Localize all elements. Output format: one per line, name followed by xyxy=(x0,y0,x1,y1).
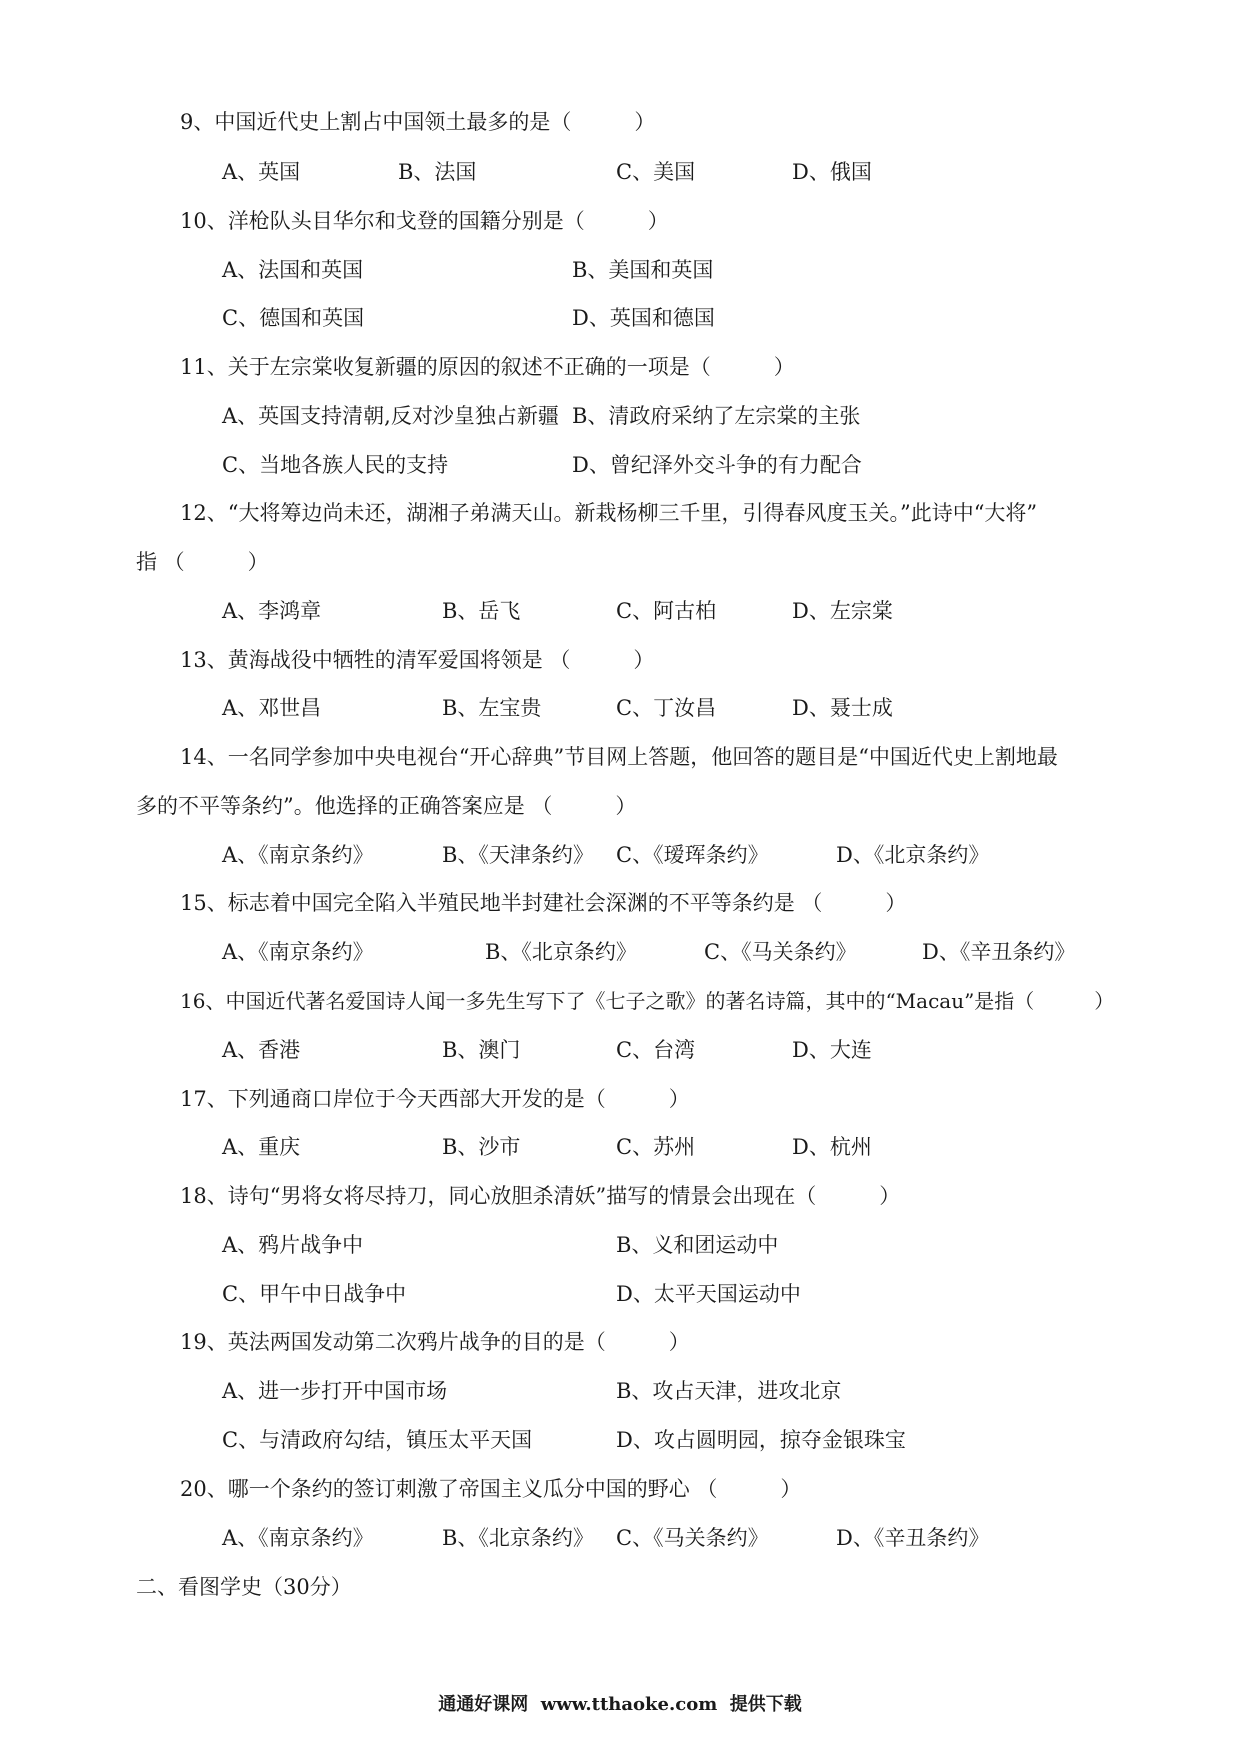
option: B、《北京条约》 xyxy=(485,940,637,964)
option: A、香港 xyxy=(222,1038,301,1062)
question-stem: 18、诗句“男将女将尽持刀，同心放胆杀清妖”描写的情景会出现在（ ） xyxy=(180,1184,901,1208)
option: A、英国支持清朝,反对沙皇独占新疆 xyxy=(222,404,559,428)
option: B、义和团运动中 xyxy=(616,1233,779,1257)
question-stem-continued: 多的不平等条约”。他选择的正确答案应是 （ ） xyxy=(136,794,637,818)
option: A、邓世昌 xyxy=(222,696,322,720)
option: C、台湾 xyxy=(616,1038,696,1062)
option: B、清政府采纳了左宗棠的主张 xyxy=(572,404,861,428)
option: C、《瑷珲条约》 xyxy=(616,843,769,867)
option: D、左宗棠 xyxy=(792,599,893,623)
option: D、《辛丑条约》 xyxy=(836,1526,990,1550)
option: A、《南京条约》 xyxy=(222,1526,374,1550)
option: A、英国 xyxy=(222,160,301,184)
option: B、左宝贵 xyxy=(442,696,542,720)
option: A、重庆 xyxy=(222,1135,301,1159)
question-stem: 15、标志着中国完全陷入半殖民地半封建社会深渊的不平等条约是 （ ） xyxy=(180,891,907,915)
option: A、鸦片战争中 xyxy=(222,1233,364,1257)
option: A、进一步打开中国市场 xyxy=(222,1379,448,1403)
option: C、苏州 xyxy=(616,1135,696,1159)
option: B、岳飞 xyxy=(442,599,521,623)
option: A、《南京条约》 xyxy=(222,940,374,964)
question-stem: 11、关于左宗棠收复新疆的原因的叙述不正确的一项是（ ） xyxy=(180,355,795,379)
option: B、《天津条约》 xyxy=(442,843,594,867)
option: D、俄国 xyxy=(792,160,872,184)
option: C、当地各族人民的支持 xyxy=(222,453,449,477)
question-stem-continued: 指 （ ） xyxy=(136,550,269,574)
footer-download-note: 通通好课网 www.tthaoke.com 提供下载 xyxy=(438,1694,802,1715)
question-stem: 16、中国近代著名爱国诗人闻一多先生写下了《七子之歌》的著名诗篇，其中的“Macau”是指（ ） xyxy=(180,989,1115,1013)
option: D、太平天国运动中 xyxy=(616,1282,801,1306)
option: D、《北京条约》 xyxy=(836,843,990,867)
option: D、攻占圆明园，掠夺金银珠宝 xyxy=(616,1428,906,1452)
option: C、《马关条约》 xyxy=(616,1526,769,1550)
option: C、与清政府勾结，镇压太平天国 xyxy=(222,1428,533,1452)
option: C、德国和英国 xyxy=(222,306,365,330)
option: D、英国和德国 xyxy=(572,306,715,330)
question-stem: 14、一名同学参加中央电视台“开心辞典”节目网上答题，他回答的题目是“中国近代史上割地最 xyxy=(180,745,1058,769)
option: D、《辛丑条约》 xyxy=(922,940,1076,964)
section-title: 二、看图学史（30分） xyxy=(136,1575,352,1599)
option: C、甲午中日战争中 xyxy=(222,1282,407,1306)
option: D、杭州 xyxy=(792,1135,872,1159)
option: D、大连 xyxy=(792,1038,872,1062)
option: B、澳门 xyxy=(442,1038,521,1062)
option: A、李鸿章 xyxy=(222,599,322,623)
question-stem: 19、英法两国发动第二次鸦片战争的目的是（ ） xyxy=(180,1330,690,1354)
question-stem: 13、黄海战役中牺牲的清军爱国将领是 （ ） xyxy=(180,648,655,672)
option: C、阿古柏 xyxy=(616,599,717,623)
question-stem: 12、“大将筹边尚未还，湖湘子弟满天山。新栽杨柳三千里，引得春风度玉关。”此诗中“大将” xyxy=(180,501,1038,525)
question-stem: 17、下列通商口岸位于今天西部大开发的是（ ） xyxy=(180,1087,690,1111)
question-stem: 20、哪一个条约的签订刺激了帝国主义瓜分中国的野心 （ ） xyxy=(180,1477,802,1501)
option: B、沙市 xyxy=(442,1135,521,1159)
option: B、美国和英国 xyxy=(572,258,714,282)
option: B、《北京条约》 xyxy=(442,1526,594,1550)
question-stem: 9、中国近代史上割占中国领土最多的是（ ） xyxy=(180,110,656,134)
option: B、攻占天津，进攻北京 xyxy=(616,1379,842,1403)
option: D、聂士成 xyxy=(792,696,893,720)
option: B、法国 xyxy=(398,160,477,184)
question-stem: 10、洋枪队头目华尔和戈登的国籍分别是（ ） xyxy=(180,209,669,233)
option: A、《南京条约》 xyxy=(222,843,374,867)
option: C、美国 xyxy=(616,160,696,184)
option: C、丁汝昌 xyxy=(616,696,717,720)
option: A、法国和英国 xyxy=(222,258,364,282)
option: D、曾纪泽外交斗争的有力配合 xyxy=(572,453,862,477)
option: C、《马关条约》 xyxy=(704,940,857,964)
